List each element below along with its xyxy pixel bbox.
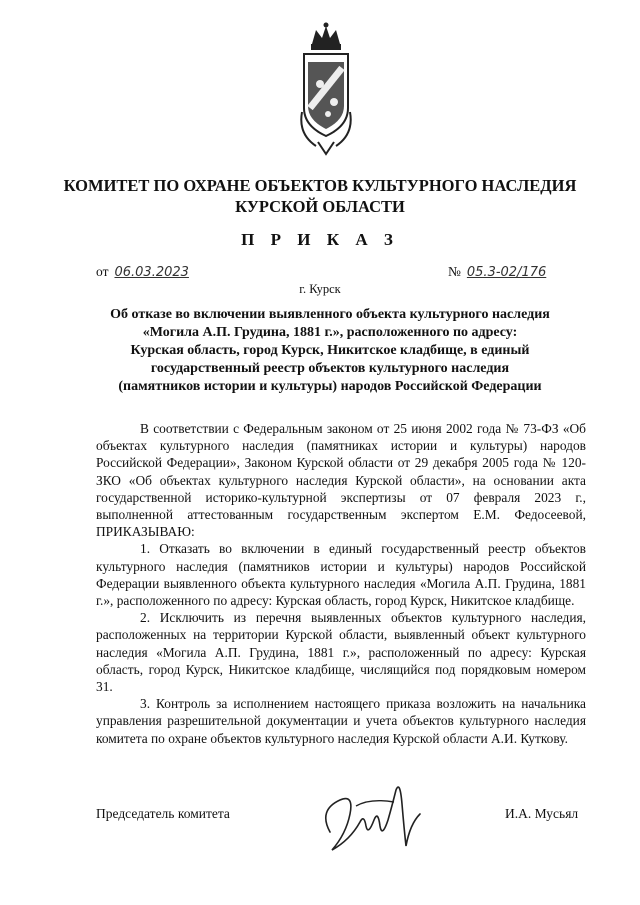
date-value: 06.03.2023 xyxy=(114,265,189,280)
org-line-2: КУРСКОЙ ОБЛАСТИ xyxy=(235,197,405,216)
date-line xyxy=(96,264,189,280)
subject-line-1: Об отказе во включении выявленного объекта культурного наследия xyxy=(110,307,550,322)
subject-line-4: государственный реестр объектов культурного наследия xyxy=(150,361,510,376)
number-value: 05.3-02/176 xyxy=(466,265,547,280)
city-label: г. Курск xyxy=(299,282,341,296)
number-prefix: № xyxy=(448,264,461,279)
preamble-paragraph: В соответствии с Федеральным законом от 25 июня 2002 года № 73-ФЗ «Об объектах культурного наследия (памятниках истории и культуры) народов Российской Федерации», Законом Курской области от 29 декабря 2005 года № 120-ЗКО «Об объектах культурного наследия Курской области», на основании акта государственной историко-культурной экспертизы от 07 февраля 2023 г., выполненной аттестованным государственным экспертом Е.М. Федосеевой, ПРИКАЗЫВАЮ: xyxy=(96,421,586,540)
handwritten-signature xyxy=(310,770,430,860)
date-prefix: от xyxy=(96,264,109,279)
subject-line-2: «Могила А.П. Грудина, 1881 г.», расположенного по адресу: xyxy=(142,325,518,340)
signatory-name: И.А. Мусьял xyxy=(505,806,579,821)
org-line-1: КОМИТЕТ ПО ОХРАНЕ ОБЪЕКТОВ КУЛЬТУРНОГО НАСЛЕДИЯ xyxy=(63,176,577,195)
order-item-2: 2. Исключить из перечня выявленных объектов культурного наследия, расположенных на территории Курской области, выявленный объект культурного наследия «Могила А.П. Грудина, 1881 г.», расположенный по адресу: Курская область, город Курск, Никитское кладбище, числящийся под порядковым номером 31. xyxy=(96,610,586,695)
order-item-1: 1. Отказать во включении в единый государственный реестр объектов культурного наследия (памятников истории и культуры) народов Российской Федерации выявленного объекта культурного наследия «Могила А.П. Грудина, 1881 г.», расположенного по адресу: Курская область, город Курск, Никитское кладбище. xyxy=(96,541,586,609)
organization-name xyxy=(60,175,580,217)
signatory-role: Председатель комитета xyxy=(96,806,230,821)
order-subject xyxy=(80,306,580,396)
order-item-3: 3. Контроль за исполнением настоящего приказа возложить на начальника управления разрешительной документации и учета объектов культурного наследия комитета по охране объектов культурного наследия Курской области А.И. Куткову. xyxy=(96,696,586,746)
coat-of-arms-emblem xyxy=(298,22,354,158)
subject-line-3: Курская область, город Курск, Никитское кладбище, в единый xyxy=(130,343,530,358)
subject-line-5: (памятников истории и культуры) народов Российской Федерации xyxy=(118,379,542,394)
number-line xyxy=(448,264,546,280)
document-type: П Р И К А З xyxy=(241,230,399,249)
order-body xyxy=(96,420,586,747)
